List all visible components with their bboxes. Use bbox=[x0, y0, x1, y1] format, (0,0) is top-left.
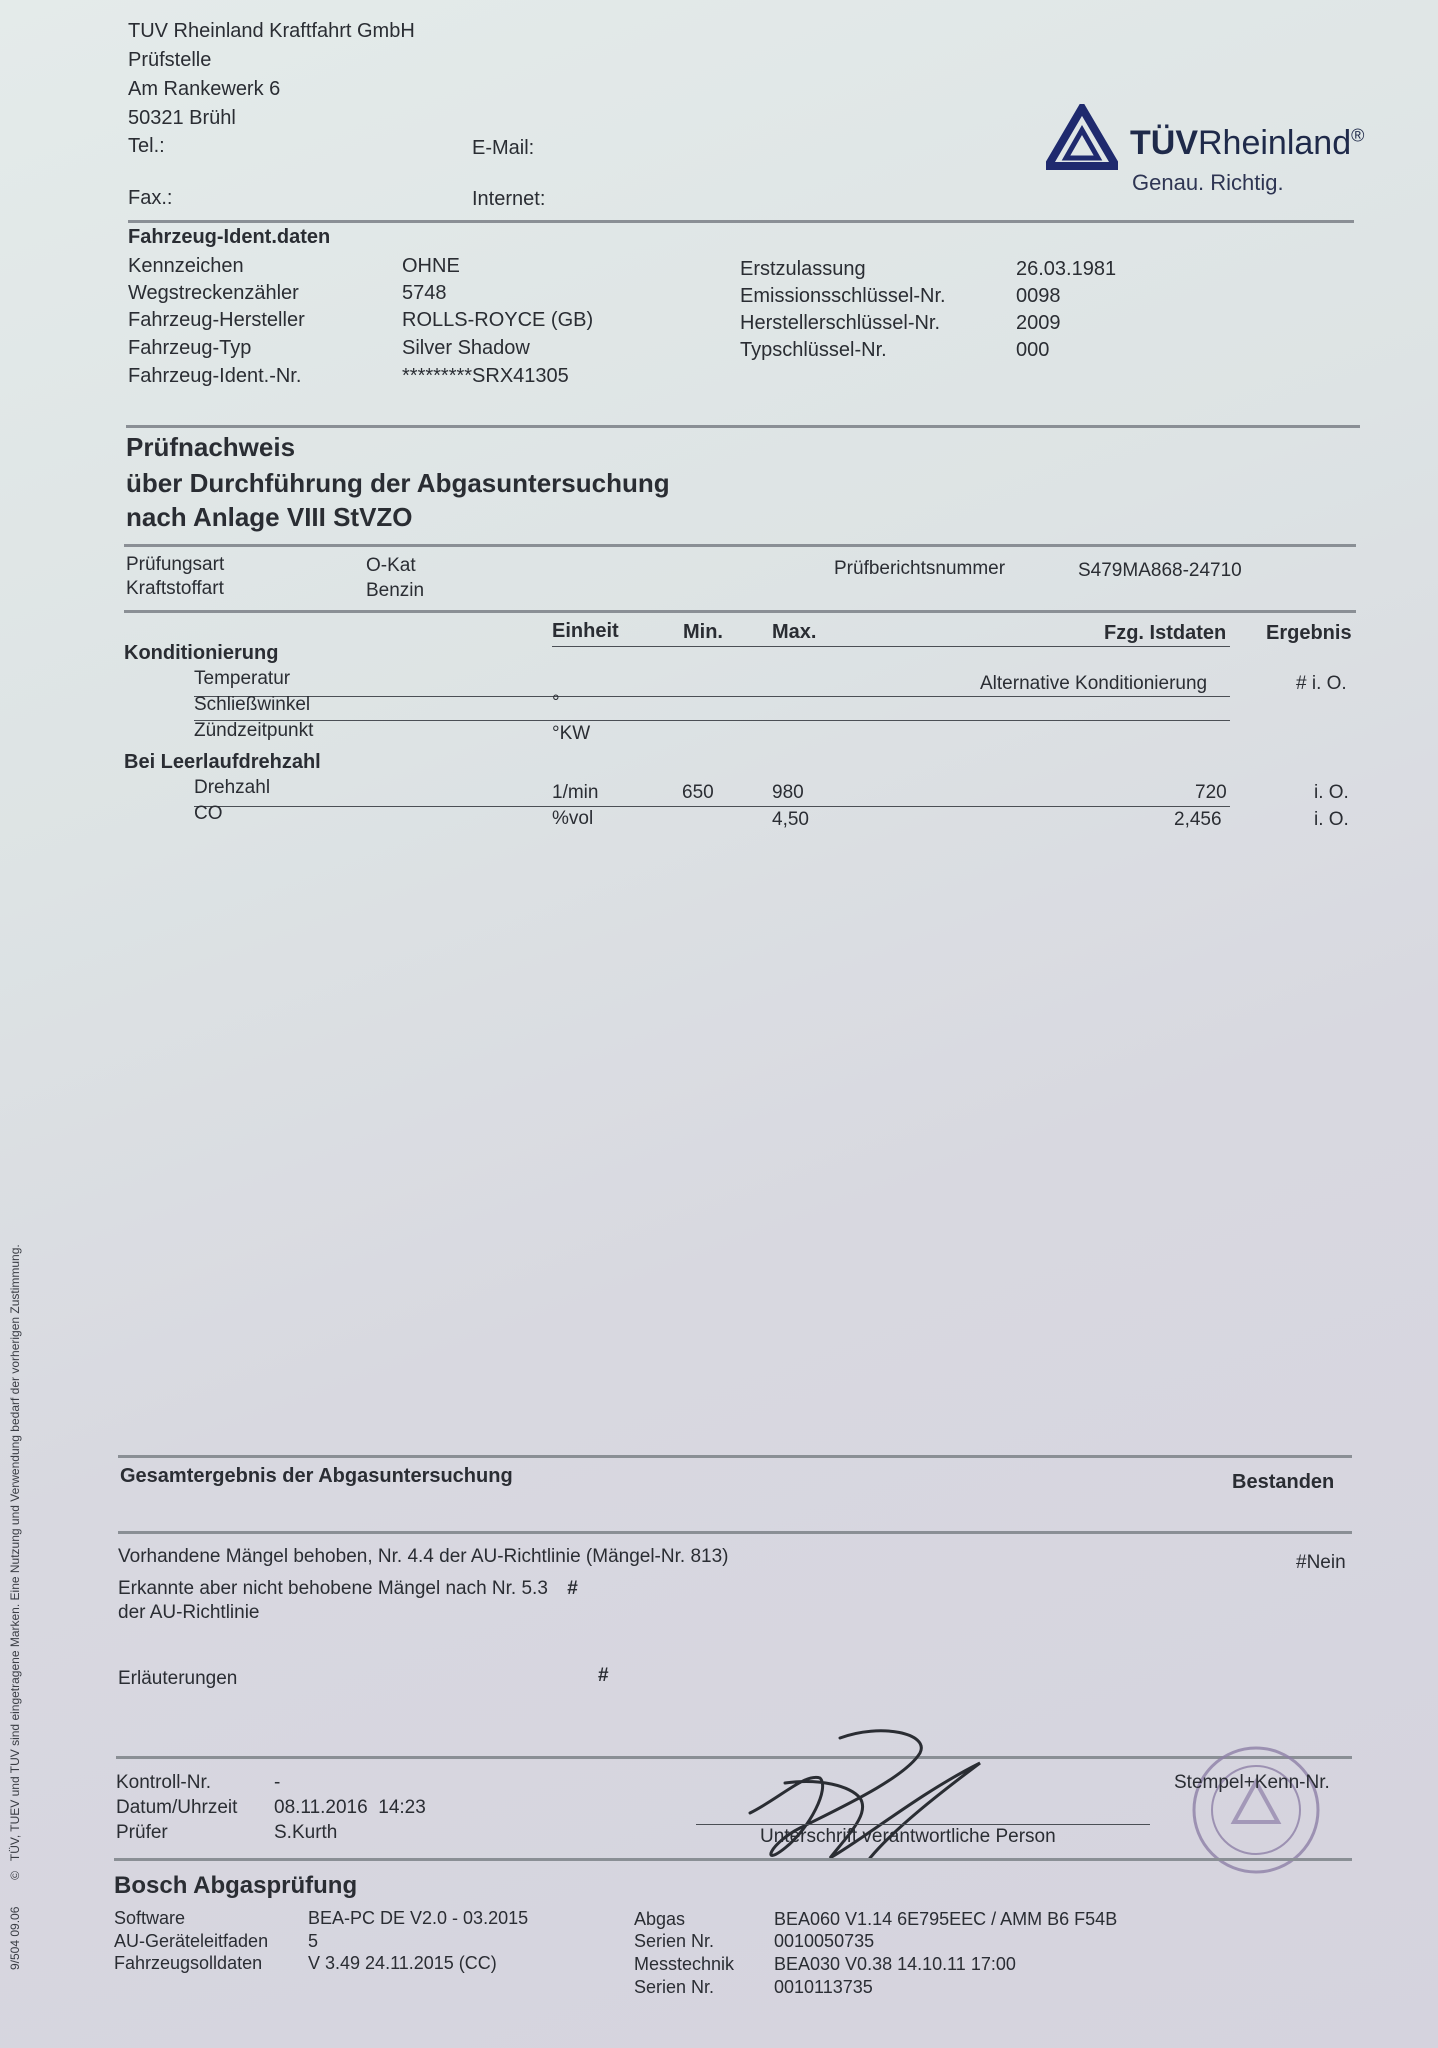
vehicle-value: *********SRX41305 bbox=[402, 365, 569, 387]
company-dept: Prüfstelle bbox=[128, 49, 212, 71]
leerlauf-heading: Bei Leerlaufdrehzahl bbox=[124, 751, 321, 773]
vehicle-label: Herstellerschlüssel-Nr. bbox=[740, 312, 941, 334]
gesamt-value: Bestanden bbox=[1232, 1471, 1335, 1493]
kontroll-value: - bbox=[274, 1772, 281, 1793]
divider bbox=[552, 646, 1230, 647]
tuv-triangle-logo bbox=[1046, 104, 1118, 170]
doc-title-line3: nach Anlage VIII StVZO bbox=[126, 502, 413, 532]
maengel-behoben-value: #Nein bbox=[1296, 1552, 1346, 1573]
logo-wordmark: TÜVRheinland® bbox=[1130, 124, 1365, 162]
row-temperatur-ergebnis: # i. O. bbox=[1296, 673, 1347, 694]
bericht-value: S479MA868-24710 bbox=[1078, 560, 1242, 581]
row-drehzahl-einheit: 1/min bbox=[552, 782, 599, 803]
row-co-einheit: %vol bbox=[552, 808, 594, 829]
vehicle-label: Erstzulassung bbox=[740, 258, 866, 280]
bosch-value: BEA030 V0.38 14.10.11 17:00 bbox=[774, 1954, 1016, 1974]
divider bbox=[114, 1858, 1352, 1861]
kraftstoff-value: Benzin bbox=[366, 580, 425, 601]
doc-title-line1: Prüfnachweis bbox=[126, 432, 296, 462]
maengel-nicht-behoben: Erkannte aber nicht behobene Mängel nach Nr. 5.3 # bbox=[118, 1578, 578, 1599]
pruefungsart-value: O-Kat bbox=[366, 555, 416, 576]
gesamt-label: Gesamtergebnis der Abgasuntersuchung bbox=[120, 1465, 513, 1487]
bericht-label: Prüfberichtsnummer bbox=[834, 558, 1006, 579]
divider bbox=[194, 720, 1230, 721]
vehicle-value: ROLLS-ROYCE (GB) bbox=[402, 309, 594, 331]
pruefungsart-label: Prüfungsart bbox=[126, 554, 225, 575]
row-co-label: CO bbox=[194, 803, 223, 824]
konditionierung-heading: Konditionierung bbox=[124, 642, 279, 664]
col-ergebnis: Ergebnis bbox=[1266, 622, 1352, 644]
bosch-value: V 3.49 24.11.2015 (CC) bbox=[308, 1953, 497, 1973]
pruefer-value: S.Kurth bbox=[274, 1822, 338, 1843]
col-ist: Fzg. Istdaten bbox=[1104, 622, 1227, 644]
side-trademark-text: 9/504 09.06 © TÜV, TUEV und TUV sind eingetragene Marken. Eine Nutzung und Verwendung bedarf der vorherigen Zustimmung. bbox=[8, 1244, 22, 1970]
kontroll-label: Kontroll-Nr. bbox=[116, 1772, 212, 1793]
pruefer-label: Prüfer bbox=[116, 1822, 168, 1843]
row-drehzahl-label: Drehzahl bbox=[194, 777, 271, 798]
bosch-label: AU-Geräteleitfaden bbox=[114, 1931, 269, 1951]
vehicle-value: 26.03.1981 bbox=[1016, 258, 1117, 280]
datum-label: Datum/Uhrzeit bbox=[116, 1797, 238, 1818]
erlaeuterungen-label: Erläuterungen bbox=[118, 1668, 238, 1689]
bosch-title: Bosch Abgasprüfung bbox=[114, 1872, 358, 1899]
row-schliess-label: Schließwinkel bbox=[194, 694, 311, 715]
row-co-max: 4,50 bbox=[772, 809, 809, 830]
bosch-value: BEA060 V1.14 6E795EEC / AMM B6 F54B bbox=[774, 1909, 1118, 1929]
kraftstoff-label: Kraftstoffart bbox=[126, 578, 224, 599]
doc-title-line2: über Durchführung der Abgasuntersuchung bbox=[126, 468, 670, 498]
row-temperatur-label: Temperatur bbox=[194, 668, 291, 689]
divider bbox=[118, 1455, 1352, 1458]
divider bbox=[194, 696, 1230, 697]
vehicle-value: Silver Shadow bbox=[402, 337, 530, 359]
col-min: Min. bbox=[683, 621, 723, 643]
bosch-label: Serien Nr. bbox=[634, 1931, 715, 1951]
vehicle-section-title: Fahrzeug-Ident.daten bbox=[128, 226, 331, 248]
row-drehzahl-max: 980 bbox=[772, 782, 804, 803]
bosch-label: Fahrzeugsolldaten bbox=[114, 1953, 263, 1973]
vehicle-label: Typschlüssel-Nr. bbox=[740, 339, 887, 361]
logo-slogan: Genau. Richtig. bbox=[1132, 170, 1284, 195]
bosch-label: Abgas bbox=[634, 1909, 686, 1929]
maengel-nicht-behoben-2: der AU-Richtlinie bbox=[118, 1602, 260, 1623]
row-zuend-label: Zündzeitpunkt bbox=[194, 720, 314, 741]
row-drehzahl-ist: 720 bbox=[1195, 782, 1227, 803]
datum-value: 08.11.2016 14:23 bbox=[274, 1797, 426, 1818]
company-city: 50321 Brühl bbox=[128, 107, 236, 129]
vehicle-label: Fahrzeug-Typ bbox=[128, 337, 252, 359]
maengel-behoben: Vorhandene Mängel behoben, Nr. 4.4 der AU-Richtlinie (Mängel-Nr. 813) bbox=[118, 1546, 729, 1567]
fax-label: Fax.: bbox=[128, 187, 173, 209]
divider bbox=[126, 425, 1360, 428]
divider bbox=[124, 610, 1356, 613]
erlaeuterungen-value: # bbox=[598, 1665, 609, 1686]
signature-line bbox=[696, 1824, 1150, 1825]
vehicle-label: Emissionsschlüssel-Nr. bbox=[740, 285, 946, 307]
vehicle-label: Kennzeichen bbox=[128, 255, 244, 277]
vehicle-value: OHNE bbox=[402, 255, 460, 277]
company-name: TUV Rheinland Kraftfahrt GmbH bbox=[128, 20, 415, 42]
stamp-caption: Stempel+Kenn-Nr. bbox=[1174, 1772, 1330, 1793]
vehicle-value: 0098 bbox=[1016, 285, 1061, 307]
vehicle-label: Fahrzeug-Ident.-Nr. bbox=[128, 365, 302, 387]
signature-image bbox=[690, 1718, 1050, 1878]
row-temperatur-ist: Alternative Konditionierung bbox=[980, 673, 1208, 694]
row-drehzahl-ergebnis: i. O. bbox=[1314, 782, 1349, 803]
bosch-value: 5 bbox=[308, 1931, 319, 1951]
row-schliess-einheit: ° bbox=[552, 692, 560, 713]
company-street: Am Rankewerk 6 bbox=[128, 78, 281, 100]
bosch-label: Messtechnik bbox=[634, 1954, 735, 1974]
row-co-ergebnis: i. O. bbox=[1314, 809, 1349, 830]
vehicle-label: Wegstreckenzähler bbox=[128, 282, 299, 304]
col-max: Max. bbox=[772, 621, 817, 643]
bosch-value: 0010050735 bbox=[774, 1931, 875, 1951]
col-einheit: Einheit bbox=[552, 620, 619, 642]
bosch-value: BEA-PC DE V2.0 - 03.2015 bbox=[308, 1908, 529, 1928]
tel-label: Tel.: bbox=[128, 135, 165, 157]
divider bbox=[194, 806, 1230, 807]
signature-caption: Unterschrift verantwortliche Person bbox=[760, 1826, 1056, 1847]
bosch-value: 0010113735 bbox=[774, 1977, 873, 1997]
email-label: E-Mail: bbox=[472, 137, 535, 159]
vehicle-value: 2009 bbox=[1016, 312, 1061, 334]
row-drehzahl-min: 650 bbox=[682, 782, 714, 803]
divider bbox=[128, 220, 1354, 223]
vehicle-label: Fahrzeug-Hersteller bbox=[128, 309, 305, 331]
row-co-ist: 2,456 bbox=[1174, 809, 1222, 830]
vehicle-value: 000 bbox=[1016, 339, 1050, 361]
vehicle-value: 5748 bbox=[402, 282, 447, 304]
divider bbox=[124, 544, 1356, 547]
divider bbox=[118, 1531, 1352, 1534]
bosch-label: Serien Nr. bbox=[634, 1977, 715, 1997]
bosch-label: Software bbox=[114, 1908, 186, 1928]
internet-label: Internet: bbox=[472, 188, 546, 210]
row-zuend-einheit: °KW bbox=[552, 723, 591, 744]
